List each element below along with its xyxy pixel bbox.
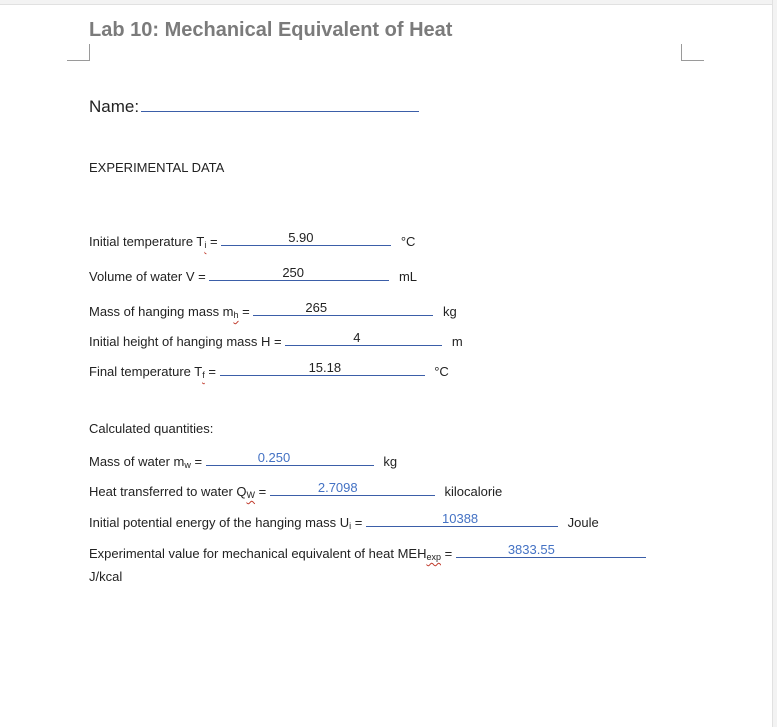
name-row: [89, 95, 419, 117]
final-temperature-row: [89, 361, 449, 383]
field-value: 250: [282, 265, 305, 280]
document-title: Lab 10: Mechanical Equivalent of Heat: [89, 19, 453, 41]
field-value: 15.18: [308, 360, 342, 375]
field-label: Heat transferred to water $Q_W$ =: [89, 484, 267, 500]
field-unit: mL: [398, 269, 418, 284]
field-unit: kg: [443, 304, 457, 319]
section-heading: EXPERIMENTAL DATA: [89, 160, 225, 175]
margin-mark-left: [67, 44, 90, 61]
potential-energy-row: [89, 512, 599, 534]
volume-row: [89, 266, 417, 285]
margin-mark-right: [681, 44, 704, 61]
potential-energy-field[interactable]: [366, 512, 558, 527]
field-unit: J/kcal: [89, 569, 123, 584]
field-label: Final temperature $T_f$ =: [89, 364, 216, 380]
hanging-mass-row: [89, 301, 457, 323]
field-label: Volume of water V =: [89, 269, 206, 284]
page-right-edge: [772, 0, 777, 727]
field-unit: m: [451, 334, 463, 349]
field-label: Mass of water $m_w$ =: [89, 454, 203, 470]
initial-height-row: [89, 331, 463, 350]
field-value: 5.90: [288, 230, 314, 245]
final-temperature-field[interactable]: [220, 361, 425, 376]
mass-of-water-field[interactable]: [206, 451, 374, 466]
hanging-mass-field[interactable]: [253, 301, 433, 316]
mass-of-water-row: [89, 451, 397, 473]
heat-transferred-field[interactable]: [270, 481, 435, 496]
name-field[interactable]: [141, 95, 419, 112]
field-unit: kilocalorie: [444, 484, 503, 499]
field-value: 265: [305, 300, 328, 315]
volume-field[interactable]: [209, 266, 389, 281]
meh-field[interactable]: [456, 543, 646, 558]
field-unit: °C: [434, 364, 449, 379]
initial-height-field[interactable]: [285, 331, 442, 346]
page-top-edge: [0, 0, 777, 5]
field-label: Initial temperature $T_i$ =: [89, 234, 218, 250]
calculated-heading: Calculated quantities:: [89, 421, 214, 436]
name-label: Name:: [89, 97, 140, 116]
field-label: Initial height of hanging mass H =: [89, 334, 282, 349]
field-value: 4: [353, 330, 361, 345]
heat-transferred-row: [89, 481, 502, 503]
field-label: Initial potential energy of the hanging mass $U_i$ =: [89, 515, 363, 531]
initial-temperature-row: [89, 231, 415, 253]
field-value: 10388: [442, 511, 479, 526]
field-value: 3833.55: [507, 542, 555, 557]
field-unit: °C: [400, 234, 416, 249]
field-unit: kg: [383, 454, 398, 469]
field-label: Experimental value for mechanical equivalent of heat $MEH_{exp}$ =: [89, 546, 453, 562]
meh-row: [89, 543, 689, 586]
field-label: Mass of hanging mass $m_h$ =: [89, 304, 250, 320]
initial-temperature-field[interactable]: [221, 231, 391, 246]
field-value: 0.250: [257, 450, 291, 465]
field-unit: Joule: [567, 515, 599, 530]
field-value: 2.7098: [317, 480, 358, 495]
